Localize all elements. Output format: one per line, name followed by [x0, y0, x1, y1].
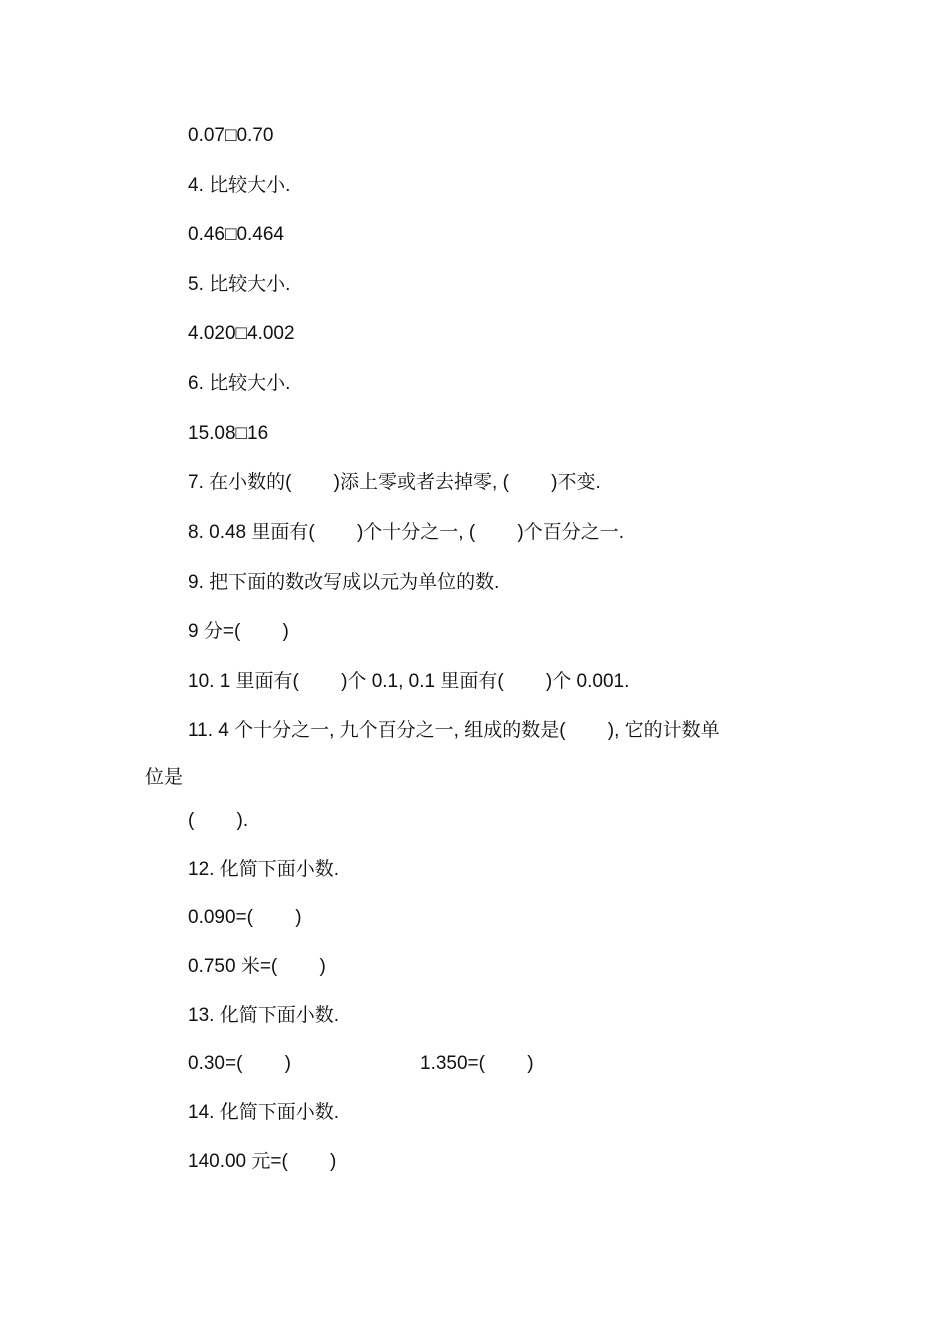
question-9-title: 9. 把下面的数改写成以元为单位的数.: [188, 572, 500, 593]
question-11-line-2: 位是: [145, 767, 184, 788]
question-8: 8. 0.48 里面有( )个十分之一, ( )个百分之一.: [188, 522, 624, 543]
question-9-item: 9 分=( ): [188, 621, 289, 642]
comparison-0-46-0-464: 0.46□0.464: [188, 224, 285, 245]
question-14-item: 140.00 元=( ): [188, 1151, 337, 1172]
comparison-0-07-0-70: 0.07□0.70: [188, 125, 274, 146]
question-13-item-2: 1.350=( ): [420, 1053, 534, 1074]
question-12-item-2: 0.750 米=( ): [188, 956, 326, 977]
question-13-item-1: 0.30=( ): [188, 1053, 291, 1074]
question-5-title: 5. 比较大小.: [188, 274, 291, 295]
question-12-title: 12. 化简下面小数.: [188, 859, 339, 880]
question-12-item-1: 0.090=( ): [188, 907, 302, 928]
question-4-title: 4. 比较大小.: [188, 175, 291, 196]
comparison-15-08-16: 15.08□16: [188, 423, 269, 444]
question-10: 10. 1 里面有( )个 0.1, 0.1 里面有( )个 0.001.: [188, 671, 630, 692]
question-14-title: 14. 化简下面小数.: [188, 1102, 339, 1123]
question-7: 7. 在小数的( )添上零或者去掉零, ( )不变.: [188, 472, 601, 493]
question-13-title: 13. 化简下面小数.: [188, 1005, 339, 1026]
question-11-line-1: 11. 4 个十分之一, 九个百分之一, 组成的数是( ), 它的计数单: [188, 720, 720, 741]
comparison-4-020-4-002: 4.020□4.002: [188, 323, 295, 344]
question-11-line-3: ( ).: [188, 810, 249, 831]
question-6-title: 6. 比较大小.: [188, 373, 291, 394]
